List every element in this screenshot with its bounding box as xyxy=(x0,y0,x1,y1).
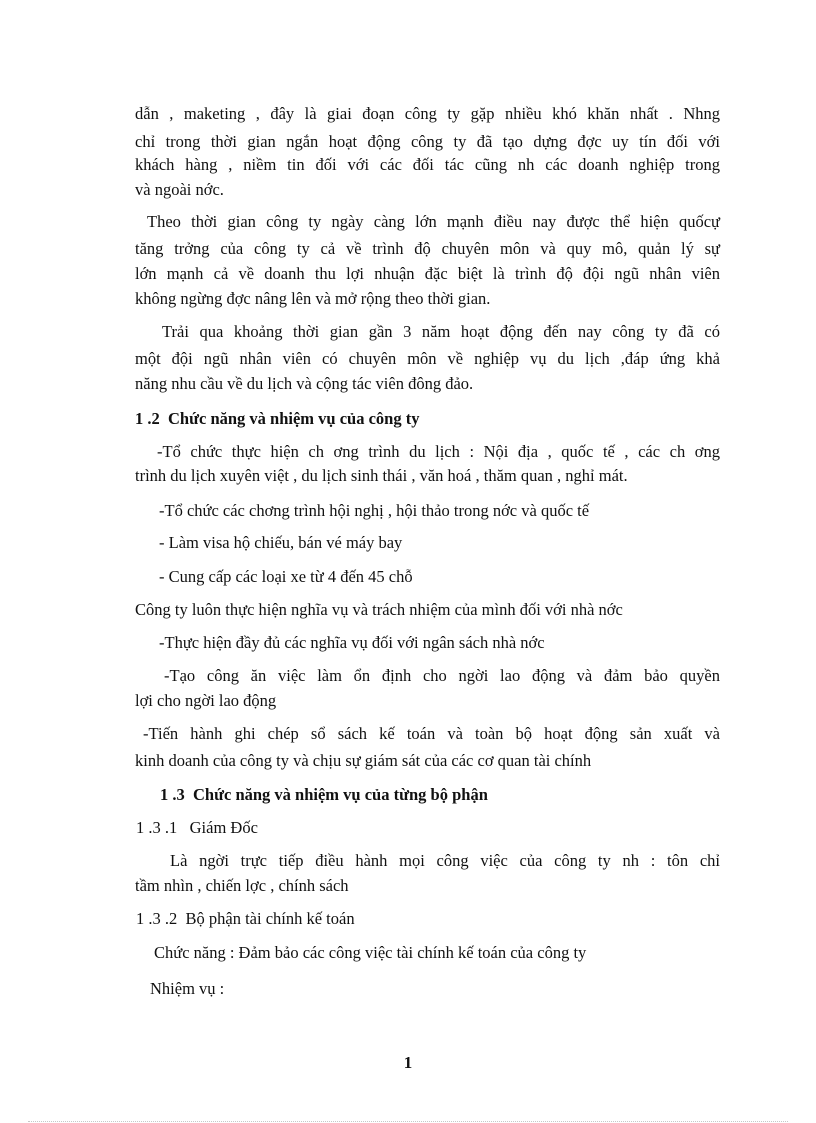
paragraph-2-line-1: Theo thời gian công ty ngày càng lớn mạnh điều nay được thể hiện quốcự xyxy=(147,212,720,231)
paragraph-2-line-4: không ngừng đợc nâng lên và mở rộng theo thời gian. xyxy=(135,289,491,308)
paragraph-2-line-3: lớn mạnh cả về doanh thu lợi nhuận đặc biệt là trình độ đội ngũ nhân viên xyxy=(135,264,720,283)
duty-4: - Cung cấp các loại xe từ 4 đến 45 chỗ xyxy=(159,567,413,586)
paragraph-1-line-2: chỉ trong thời gian ngắn hoạt động công ty đã tạo dựng đợc uy tín đối với xyxy=(135,132,720,151)
section-1-2-heading: 1 .2 Chức năng và nhiệm vụ của công ty xyxy=(135,409,420,428)
subsection-1-3-1-line-2: tầm nhìn , chiến lợc , chính sách xyxy=(135,876,349,895)
paragraph-1-line-1: dẫn , maketing , đây là giai đoạn công ty gặp nhiều khó khăn nhất . Nhng xyxy=(135,104,720,123)
duty-3: - Làm visa hộ chiếu, bán vé máy bay xyxy=(159,533,403,552)
obligation-3-line-1: -Tiến hành ghi chép sổ sách kế toán và toàn bộ hoạt động sản xuất và xyxy=(143,724,720,743)
subsection-1-3-2-function: Chức năng : Đảm bảo các công việc tài chính kế toán của công ty xyxy=(154,943,587,962)
obligation-2-line-2: lợi cho ngời lao động xyxy=(135,691,277,710)
obligation-intro: Công ty luôn thực hiện nghĩa vụ và trách nhiệm của mình đối với nhà nớc xyxy=(135,600,623,619)
paragraph-3-line-2: một đội ngũ nhân viên có chuyên môn về nghiệp vụ du lịch ,đáp ứng khả xyxy=(135,349,720,368)
page-bottom-divider xyxy=(28,1121,788,1122)
page-number: 1 xyxy=(403,1053,413,1072)
paragraph-2-line-2: tăng trởng của công ty cả về trình độ chuyên môn và quy mô, quản lý sự xyxy=(135,239,720,258)
obligation-1: -Thực hiện đầy đủ các nghĩa vụ đối với ngân sách nhà nớc xyxy=(159,633,545,652)
obligation-2-line-1: -Tạo công ăn việc làm ổn định cho ngời lao động và đảm bảo quyền xyxy=(164,666,720,685)
paragraph-1-line-3: khách hàng , niềm tin đối với các đối tác cũng nh các doanh nghiệp trong xyxy=(135,155,720,174)
subsection-1-3-1-heading: 1 .3 .1 Giám Đốc xyxy=(136,818,258,837)
subsection-1-3-2-heading: 1 .3 .2 Bộ phận tài chính kế toán xyxy=(136,909,355,928)
section-1-3-heading: 1 .3 Chức năng và nhiệm vụ của từng bộ phận xyxy=(160,785,488,804)
duty-2: -Tổ chức các chơng trình hội nghị , hội thảo trong nớc và quốc tế xyxy=(159,501,590,520)
subsection-1-3-1-line-1: Là ngời trực tiếp điều hành mọi công việc của công ty nh : tôn chỉ xyxy=(170,851,720,870)
paragraph-1-line-4: và ngoài nớc. xyxy=(135,180,224,199)
duty-1-line-1: -Tổ chức thực hiện ch ơng trình du lịch : Nội địa , quốc tế , các ch ơng xyxy=(157,442,720,461)
subsection-1-3-2-duties-label: Nhiệm vụ : xyxy=(150,979,225,998)
paragraph-3-line-3: năng nhu cầu về du lịch và cộng tác viên đông đảo. xyxy=(135,374,474,393)
obligation-3-line-2: kinh doanh của công ty và chịu sự giám sát của các cơ quan tài chính xyxy=(135,751,592,770)
paragraph-3-line-1: Trải qua khoảng thời gian gần 3 năm hoạt động đến nay công ty đã có xyxy=(162,322,720,341)
duty-1-line-2: trình du lịch xuyên việt , du lịch sinh thái , văn hoá , thăm quan , nghỉ mát. xyxy=(135,466,628,485)
